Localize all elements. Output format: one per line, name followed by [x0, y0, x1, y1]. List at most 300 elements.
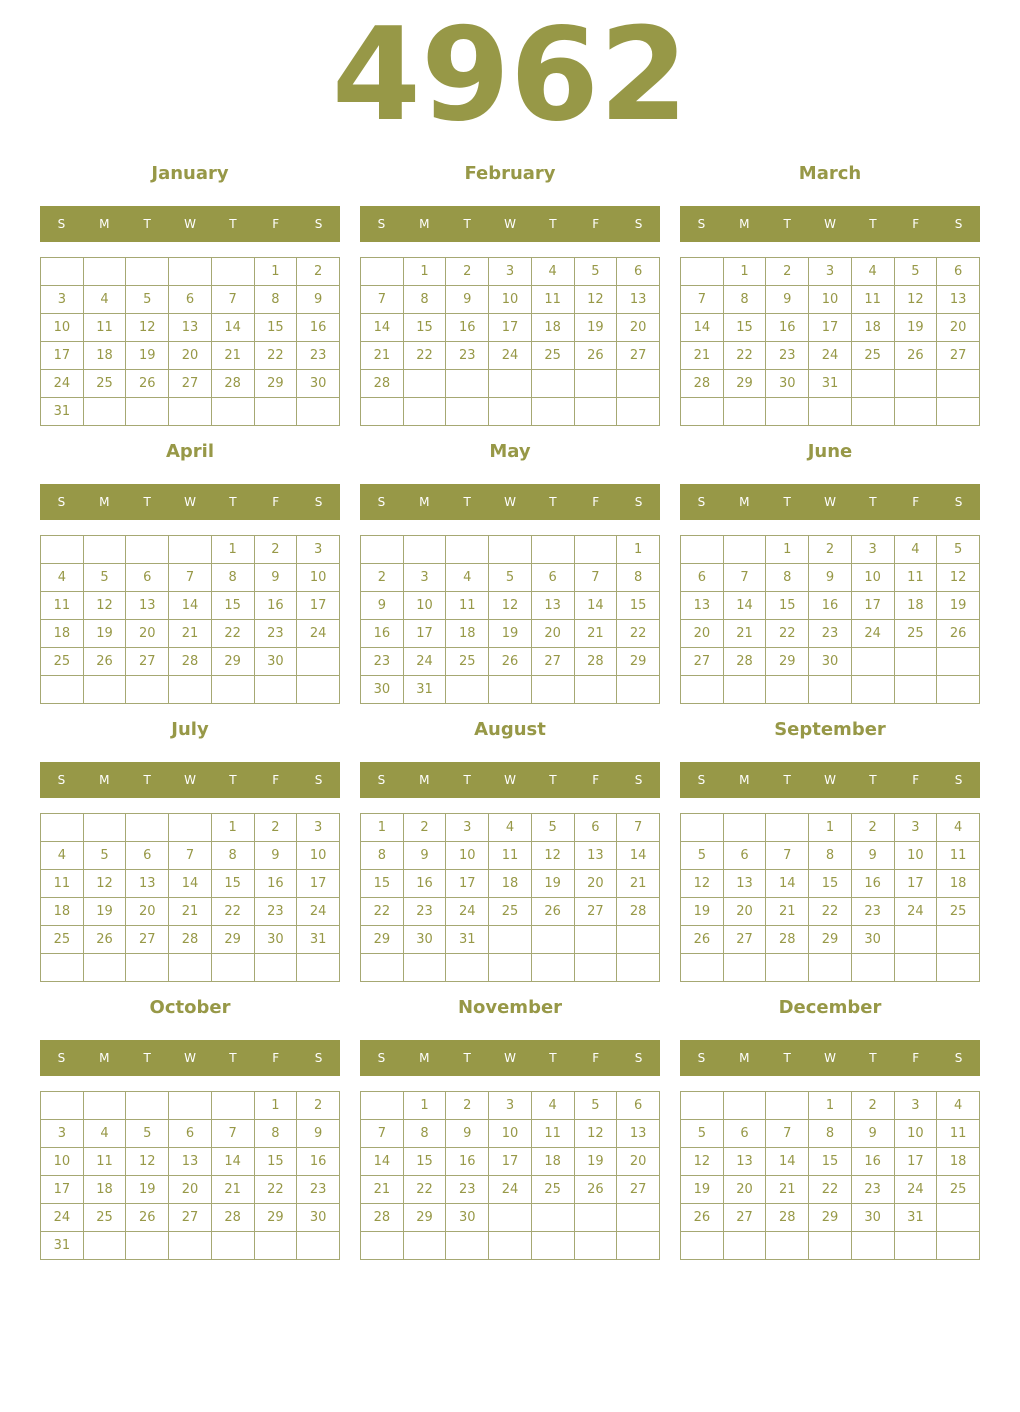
day-cell — [766, 954, 809, 982]
week-row — [41, 564, 340, 592]
day-cell: 21 — [361, 1176, 404, 1204]
day-cell — [809, 676, 852, 704]
week-row — [681, 592, 980, 620]
day-cell: 27 — [617, 1176, 660, 1204]
day-cell: 1 — [361, 814, 404, 842]
weekday-header: T — [229, 217, 237, 231]
day-cell: 1 — [723, 258, 766, 286]
day-cell: 2 — [254, 536, 297, 564]
day-cell: 21 — [617, 870, 660, 898]
day-cell — [41, 676, 84, 704]
day-cell: 3 — [894, 814, 937, 842]
day-cell — [169, 258, 212, 286]
day-cell: 5 — [83, 842, 126, 870]
month-name: February — [464, 163, 556, 184]
day-cell: 4 — [894, 536, 937, 564]
week-row — [681, 954, 980, 982]
day-cell: 27 — [574, 898, 617, 926]
day-cell — [574, 954, 617, 982]
month-january — [40, 156, 340, 419]
day-cell — [169, 1092, 212, 1120]
day-cell — [766, 398, 809, 426]
day-cell — [894, 370, 937, 398]
week-row — [681, 258, 980, 286]
day-cell: 10 — [446, 842, 489, 870]
month-june — [680, 434, 980, 669]
weekday-header: T — [549, 1051, 557, 1065]
day-cell — [574, 536, 617, 564]
day-cell — [489, 398, 532, 426]
day-cell: 11 — [489, 842, 532, 870]
week-row — [361, 592, 660, 620]
day-cell: 2 — [403, 814, 446, 842]
weekday-header: S — [954, 217, 963, 231]
day-cell — [531, 954, 574, 982]
day-cell: 17 — [489, 1148, 532, 1176]
day-cell: 3 — [403, 564, 446, 592]
day-cell — [254, 954, 297, 982]
day-cell: 6 — [937, 258, 980, 286]
day-cell: 29 — [617, 648, 660, 676]
day-cell: 22 — [809, 1176, 852, 1204]
day-cell: 22 — [211, 620, 254, 648]
day-cell — [894, 676, 937, 704]
day-cell — [766, 1232, 809, 1260]
day-cell: 13 — [723, 870, 766, 898]
weekday-header: F — [272, 495, 280, 509]
day-cell: 14 — [574, 592, 617, 620]
day-cell: 15 — [211, 870, 254, 898]
weekday-header: T — [783, 217, 791, 231]
day-cell: 1 — [211, 536, 254, 564]
day-cell — [894, 648, 937, 676]
day-cell: 2 — [851, 1092, 894, 1120]
weekday-header: W — [824, 773, 836, 787]
weekday-header: W — [184, 495, 196, 509]
day-cell — [531, 370, 574, 398]
week-row — [681, 620, 980, 648]
day-cell: 2 — [809, 536, 852, 564]
day-cell — [126, 1092, 169, 1120]
day-cell — [211, 258, 254, 286]
day-cell: 15 — [361, 870, 404, 898]
week-row — [681, 1148, 980, 1176]
day-cell — [723, 954, 766, 982]
day-cell: 5 — [531, 814, 574, 842]
weekday-header: M — [99, 217, 110, 231]
day-cell: 16 — [446, 314, 489, 342]
day-cell: 21 — [211, 342, 254, 370]
day-cell: 26 — [681, 1204, 724, 1232]
weekday-header: S — [634, 495, 643, 509]
day-cell — [169, 676, 212, 704]
day-cell: 18 — [83, 1176, 126, 1204]
day-cell: 11 — [531, 286, 574, 314]
day-cell — [851, 648, 894, 676]
day-cell — [361, 954, 404, 982]
day-cell — [83, 1232, 126, 1260]
day-cell — [361, 258, 404, 286]
day-cell: 11 — [83, 314, 126, 342]
day-cell: 14 — [723, 592, 766, 620]
day-cell: 6 — [126, 842, 169, 870]
day-cell: 2 — [297, 258, 340, 286]
day-cell — [937, 1232, 980, 1260]
day-cell: 4 — [851, 258, 894, 286]
day-cell: 5 — [937, 536, 980, 564]
day-cell — [489, 954, 532, 982]
day-cell: 4 — [937, 814, 980, 842]
day-cell: 26 — [531, 898, 574, 926]
day-cell: 12 — [83, 870, 126, 898]
day-cell — [723, 676, 766, 704]
weekday-header: T — [783, 773, 791, 787]
week-row — [681, 564, 980, 592]
day-cell — [617, 370, 660, 398]
month-may — [360, 434, 660, 697]
day-cell: 15 — [617, 592, 660, 620]
weekday-header: T — [463, 217, 471, 231]
week-row — [681, 1120, 980, 1148]
day-cell: 13 — [126, 592, 169, 620]
day-cell: 22 — [361, 898, 404, 926]
day-cell: 8 — [211, 842, 254, 870]
day-cell: 1 — [403, 258, 446, 286]
day-cell: 20 — [723, 1176, 766, 1204]
day-cell — [531, 1204, 574, 1232]
day-cell: 3 — [446, 814, 489, 842]
day-cell: 26 — [937, 620, 980, 648]
day-cell — [403, 398, 446, 426]
week-row — [361, 648, 660, 676]
day-cell: 19 — [126, 1176, 169, 1204]
day-grid — [680, 535, 980, 704]
month-august — [360, 712, 660, 947]
day-cell: 8 — [403, 1120, 446, 1148]
day-cell: 12 — [681, 1148, 724, 1176]
day-cell — [41, 536, 84, 564]
day-cell — [254, 1232, 297, 1260]
day-cell: 28 — [211, 1204, 254, 1232]
day-cell — [41, 814, 84, 842]
week-row — [681, 536, 980, 564]
day-cell: 31 — [403, 676, 446, 704]
week-row — [361, 870, 660, 898]
day-cell: 9 — [851, 1120, 894, 1148]
weekday-header: T — [783, 495, 791, 509]
day-cell: 4 — [531, 1092, 574, 1120]
day-cell — [894, 398, 937, 426]
week-row — [361, 1176, 660, 1204]
day-cell: 14 — [211, 1148, 254, 1176]
weekday-header-row — [360, 1040, 660, 1076]
day-cell — [297, 1232, 340, 1260]
day-cell: 17 — [403, 620, 446, 648]
weekday-header: T — [143, 495, 151, 509]
day-cell: 19 — [574, 1148, 617, 1176]
day-cell: 29 — [809, 1204, 852, 1232]
week-row — [41, 1176, 340, 1204]
day-cell — [681, 954, 724, 982]
day-cell: 20 — [169, 1176, 212, 1204]
day-cell: 25 — [937, 1176, 980, 1204]
day-cell — [681, 398, 724, 426]
day-cell: 2 — [254, 814, 297, 842]
day-cell: 22 — [403, 1176, 446, 1204]
day-cell — [531, 536, 574, 564]
day-cell: 25 — [937, 898, 980, 926]
day-cell: 19 — [894, 314, 937, 342]
day-cell: 15 — [809, 870, 852, 898]
day-cell: 20 — [531, 620, 574, 648]
day-cell — [574, 1204, 617, 1232]
day-cell: 12 — [574, 1120, 617, 1148]
weekday-header: F — [592, 1051, 600, 1065]
day-cell: 30 — [766, 370, 809, 398]
day-cell — [723, 536, 766, 564]
weekday-header: S — [57, 773, 66, 787]
day-cell: 13 — [681, 592, 724, 620]
weekday-header: T — [463, 495, 471, 509]
day-cell — [83, 1092, 126, 1120]
day-cell: 1 — [809, 814, 852, 842]
day-cell: 3 — [809, 258, 852, 286]
day-cell: 29 — [809, 926, 852, 954]
day-cell: 8 — [254, 1120, 297, 1148]
day-cell: 24 — [851, 620, 894, 648]
day-cell — [446, 1232, 489, 1260]
day-cell: 24 — [894, 1176, 937, 1204]
day-cell — [894, 926, 937, 954]
weekday-header: F — [272, 1051, 280, 1065]
week-row — [361, 1092, 660, 1120]
day-cell: 19 — [937, 592, 980, 620]
day-cell: 5 — [681, 842, 724, 870]
day-cell — [126, 814, 169, 842]
day-cell: 6 — [617, 258, 660, 286]
weekday-header: T — [463, 773, 471, 787]
weekday-header-row — [40, 762, 340, 798]
day-cell — [681, 676, 724, 704]
week-row — [681, 398, 980, 426]
weekday-header: T — [783, 1051, 791, 1065]
day-cell: 14 — [361, 1148, 404, 1176]
day-cell: 30 — [851, 926, 894, 954]
week-row — [681, 370, 980, 398]
day-cell: 9 — [361, 592, 404, 620]
day-cell: 15 — [766, 592, 809, 620]
weekday-header: T — [869, 1051, 877, 1065]
weekday-header: S — [314, 217, 323, 231]
day-cell: 6 — [126, 564, 169, 592]
day-cell: 12 — [489, 592, 532, 620]
weekday-header: T — [143, 773, 151, 787]
day-cell: 9 — [254, 564, 297, 592]
day-cell — [681, 536, 724, 564]
day-cell: 18 — [851, 314, 894, 342]
day-cell: 14 — [617, 842, 660, 870]
day-cell: 7 — [723, 564, 766, 592]
day-cell: 18 — [937, 870, 980, 898]
week-row — [681, 814, 980, 842]
day-cell: 20 — [169, 342, 212, 370]
day-cell: 5 — [574, 1092, 617, 1120]
day-cell: 13 — [574, 842, 617, 870]
day-cell: 4 — [83, 1120, 126, 1148]
day-cell: 19 — [83, 898, 126, 926]
day-cell: 14 — [169, 592, 212, 620]
weekday-header: T — [229, 773, 237, 787]
day-cell: 20 — [681, 620, 724, 648]
day-cell: 27 — [126, 648, 169, 676]
day-cell — [617, 1232, 660, 1260]
month-march — [680, 156, 980, 391]
day-cell — [723, 814, 766, 842]
month-february — [360, 156, 660, 391]
day-cell — [297, 398, 340, 426]
day-cell — [937, 926, 980, 954]
day-cell — [809, 398, 852, 426]
day-cell: 30 — [809, 648, 852, 676]
day-cell: 23 — [446, 342, 489, 370]
day-cell — [617, 954, 660, 982]
week-row — [361, 314, 660, 342]
day-cell — [211, 954, 254, 982]
weekday-header: F — [912, 495, 920, 509]
day-cell: 27 — [531, 648, 574, 676]
week-row — [41, 620, 340, 648]
day-cell: 30 — [254, 926, 297, 954]
day-cell: 23 — [766, 342, 809, 370]
day-cell — [531, 926, 574, 954]
week-row — [681, 926, 980, 954]
day-cell: 16 — [766, 314, 809, 342]
day-cell — [937, 676, 980, 704]
day-cell — [169, 814, 212, 842]
day-cell — [403, 370, 446, 398]
day-cell: 19 — [489, 620, 532, 648]
week-row — [681, 1204, 980, 1232]
week-row — [361, 286, 660, 314]
day-cell: 8 — [211, 564, 254, 592]
week-row — [361, 1148, 660, 1176]
year-title: 4962 — [331, 1, 689, 150]
day-cell — [361, 398, 404, 426]
day-cell: 25 — [446, 648, 489, 676]
day-cell: 21 — [681, 342, 724, 370]
day-cell: 7 — [361, 1120, 404, 1148]
day-cell: 26 — [83, 648, 126, 676]
day-cell — [83, 814, 126, 842]
month-name: January — [151, 163, 229, 184]
week-row — [41, 676, 340, 704]
day-cell — [126, 258, 169, 286]
day-cell: 5 — [574, 258, 617, 286]
day-cell — [83, 676, 126, 704]
day-cell: 15 — [254, 314, 297, 342]
day-cell: 7 — [617, 814, 660, 842]
month-name: November — [457, 997, 563, 1018]
day-cell: 1 — [766, 536, 809, 564]
weekday-header: W — [824, 217, 836, 231]
weekday-header: F — [912, 217, 920, 231]
day-cell: 10 — [894, 1120, 937, 1148]
day-cell: 19 — [531, 870, 574, 898]
day-cell — [446, 370, 489, 398]
day-cell: 8 — [809, 1120, 852, 1148]
day-cell — [489, 1232, 532, 1260]
weekday-header: T — [229, 1051, 237, 1065]
weekday-header: W — [824, 1051, 836, 1065]
day-cell: 21 — [574, 620, 617, 648]
day-cell: 22 — [617, 620, 660, 648]
month-november — [360, 990, 660, 1225]
day-cell: 15 — [403, 1148, 446, 1176]
day-cell — [403, 536, 446, 564]
day-cell: 19 — [574, 314, 617, 342]
day-cell — [766, 1092, 809, 1120]
day-cell: 18 — [937, 1148, 980, 1176]
day-cell: 31 — [41, 1232, 84, 1260]
day-cell — [574, 1232, 617, 1260]
day-cell: 31 — [41, 398, 84, 426]
day-cell: 29 — [211, 648, 254, 676]
week-row — [361, 954, 660, 982]
day-cell — [211, 1092, 254, 1120]
day-cell: 1 — [211, 814, 254, 842]
day-cell: 5 — [83, 564, 126, 592]
day-cell: 22 — [766, 620, 809, 648]
day-cell: 1 — [254, 1092, 297, 1120]
weekday-header: S — [377, 1051, 386, 1065]
day-cell: 31 — [809, 370, 852, 398]
month-october — [40, 990, 340, 1253]
weekday-header: S — [954, 1051, 963, 1065]
weekday-header: T — [143, 217, 151, 231]
weekday-header: S — [634, 217, 643, 231]
weekday-header: M — [739, 217, 750, 231]
day-cell: 27 — [169, 1204, 212, 1232]
day-cell: 29 — [361, 926, 404, 954]
day-grid — [40, 813, 340, 982]
day-cell: 5 — [126, 286, 169, 314]
day-cell: 22 — [211, 898, 254, 926]
weekday-header: M — [739, 773, 750, 787]
month-name: March — [798, 163, 862, 184]
day-cell: 26 — [574, 1176, 617, 1204]
weekday-header-row — [680, 484, 980, 520]
week-row — [41, 314, 340, 342]
day-cell — [41, 1092, 84, 1120]
day-cell — [446, 536, 489, 564]
day-cell: 2 — [361, 564, 404, 592]
day-cell: 9 — [851, 842, 894, 870]
day-cell: 17 — [894, 1148, 937, 1176]
day-cell: 2 — [851, 814, 894, 842]
day-cell — [937, 648, 980, 676]
day-cell: 27 — [169, 370, 212, 398]
month-december — [680, 990, 980, 1225]
week-row — [361, 898, 660, 926]
day-cell — [489, 676, 532, 704]
day-cell: 3 — [894, 1092, 937, 1120]
day-cell: 4 — [41, 564, 84, 592]
day-cell: 11 — [446, 592, 489, 620]
weekday-header: T — [869, 773, 877, 787]
week-row — [361, 814, 660, 842]
day-cell — [574, 370, 617, 398]
day-cell — [446, 398, 489, 426]
